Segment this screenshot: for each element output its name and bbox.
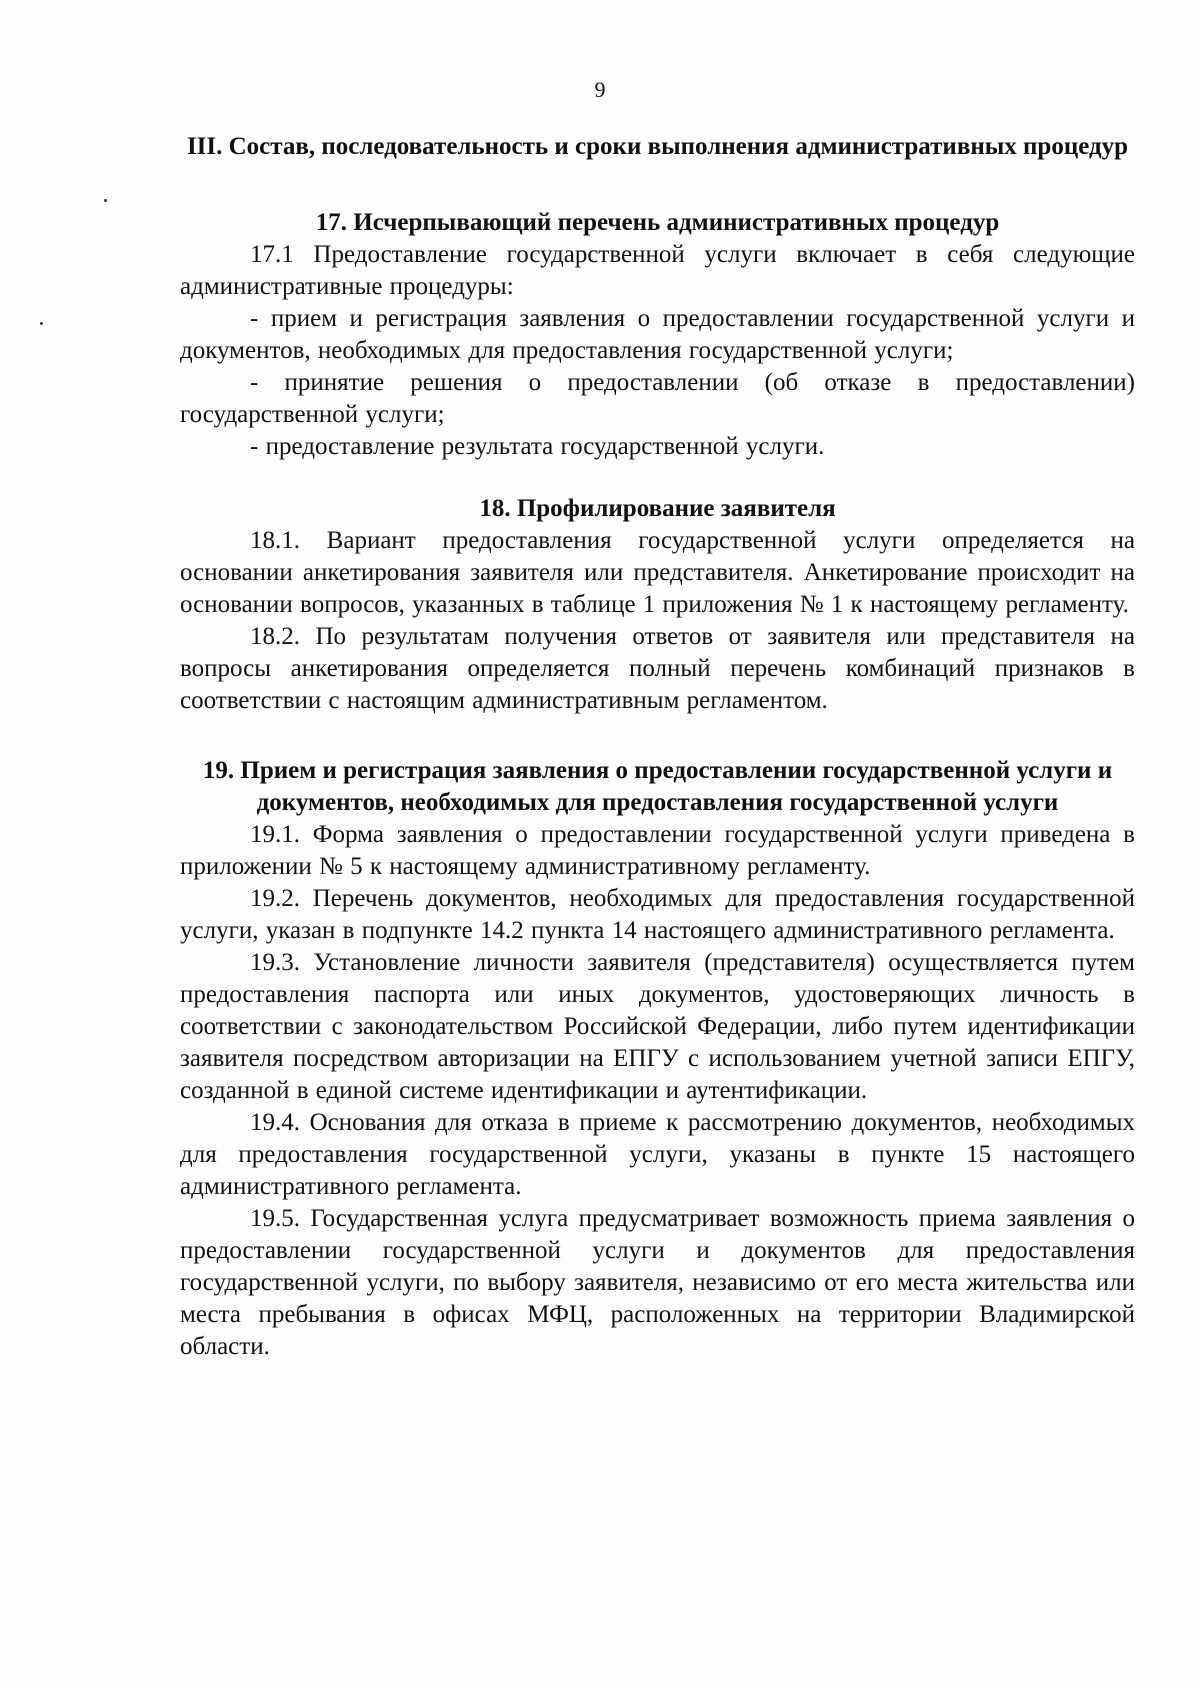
paragraph: 18.2. По результатам получения ответов от заявителя или представителя на вопросы анкетирования определяется полный перечень комбинаций признаков в соответствии с настоящим административным регламентом. xyxy=(180,623,1135,714)
section-18 xyxy=(180,493,1135,717)
paragraph: 19.4. Основания для отказа в приеме к рассмотрению документов, необходимых для предоставления государственной услуги, указаны в пункте 15 настоящего административного регламента. xyxy=(180,1109,1135,1200)
scan-speck xyxy=(40,322,43,325)
list-item: - принятие решения о предоставлении (об отказе в предоставлении) государственной услуги; xyxy=(180,369,1135,428)
paragraph: 17.1 Предоставление государственной услуги включает в себя следующие административные процедуры: xyxy=(180,241,1135,300)
section-17 xyxy=(180,207,1135,463)
document-body xyxy=(180,130,1135,1363)
section-heading: 17. Исчерпывающий перечень административных процедур xyxy=(315,209,1000,236)
section-title: III. Состав, последовательность и сроки выполнения административных процедур xyxy=(186,133,1129,160)
paragraph: 19.2. Перечень документов, необходимых для предоставления государственной услуги, указан в подпункте 14.2 пункта 14 настоящего административного регламента. xyxy=(180,885,1135,944)
page-number: 9 xyxy=(594,77,606,102)
scan-speck xyxy=(104,199,107,202)
list-item: - прием и регистрация заявления о предоставлении государственной услуги и документов, необходимых для предоставления государственной услуги; xyxy=(180,305,1135,364)
section-heading: 19. Прием и регистрация заявления о предоставлении государственной услуги и документов, необходимых для предоставления государственной услуги xyxy=(202,757,1113,816)
paragraph: 19.1. Форма заявления о предоставлении государственной услуги приведена в приложении № 5 к настоящему административному регламенту. xyxy=(180,821,1135,880)
section-heading: 18. Профилирование заявителя xyxy=(479,495,836,522)
paragraph: 19.5. Государственная услуга предусматривает возможность приема заявления о предоставлении государственной услуги и документов для предоставления государственной услуги, по выбору заявителя, независимо от его места жительства или места пребывания в офисах МФЦ, расположенных на территории Владимирской области. xyxy=(180,1205,1135,1360)
paragraph: 18.1. Вариант предоставления государственной услуги определяется на основании анкетирования заявителя или представителя. Анкетирование происходит на основании вопросов, указанных в таблице 1 приложения № 1 к настоящему регламенту. xyxy=(180,527,1135,618)
paragraph: 19.3. Установление личности заявителя (представителя) осуществляется путем предоставления паспорта или иных документов, удостоверяющих личность в соответствии с законодательством Российской Федерации, либо путем идентификации заявителя посредством авторизации на ЕПГУ с использованием учетной записи ЕПГУ, созданной в единой системе идентификации и аутентификации. xyxy=(180,949,1135,1104)
list-item: - предоставление результата государственной услуги. xyxy=(250,433,825,460)
section-19 xyxy=(180,755,1135,1363)
